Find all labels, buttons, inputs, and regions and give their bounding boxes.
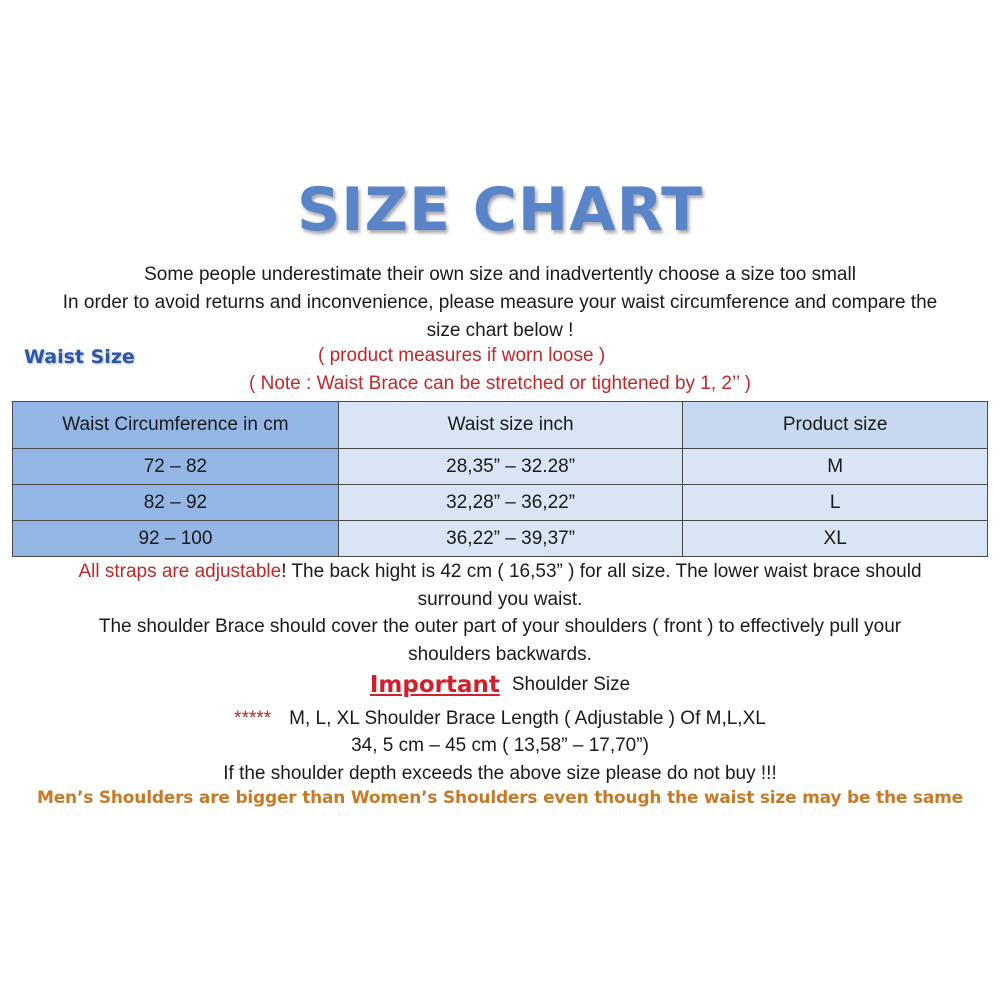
table-row xyxy=(13,485,988,521)
intro-line-3: size chart below ! xyxy=(426,320,574,341)
header-waist-inch: Waist size inch xyxy=(338,402,682,449)
header-waist-cm: Waist Circumference in cm xyxy=(13,402,339,449)
stars-mark: ***** xyxy=(234,708,272,729)
table-row xyxy=(13,521,988,557)
cell-waist-inch: 28,35” – 32.28” xyxy=(338,449,682,485)
shoulder-length-line xyxy=(0,705,1000,732)
straps-adjustable-text: All straps are adjustable xyxy=(78,561,282,582)
shoulder-range-line: 34, 5 cm – 45 cm ( 13,58” – 17,70”) xyxy=(351,735,649,756)
stretch-note: ( Note : Waist Brace can be stretched or tightened by 1, 2’’ ) xyxy=(249,373,751,394)
waist-size-label: Waist Size xyxy=(24,346,135,368)
back-height-text: ! The back hight is 42 cm ( 16,53” ) for all size. The lower waist brace should xyxy=(281,561,922,582)
intro-line-1: Some people underestimate their own size and inadvertently choose a size too small xyxy=(144,264,856,285)
cell-waist-inch: 36,22” – 39,37” xyxy=(338,521,682,557)
shoulder-brace-line-2: shoulders backwards. xyxy=(408,644,592,665)
shoulder-brace-line-1: The shoulder Brace should cover the outer part of your shoulders ( front ) to effectively pull your xyxy=(98,616,902,637)
cell-product-size: L xyxy=(683,485,988,521)
shoulder-length-text: M, L, XL Shoulder Brace Length ( Adjustable ) Of M,L,XL xyxy=(289,708,766,729)
table-header-row xyxy=(13,402,988,449)
size-table xyxy=(12,401,988,557)
header-product-size: Product size xyxy=(683,402,988,449)
intro-line-2: In order to avoid returns and inconvenience, please measure your waist circumference and compare the xyxy=(62,292,938,313)
page-title: SIZE CHART xyxy=(296,175,704,245)
important-label: Important xyxy=(369,672,500,698)
cell-waist-cm: 82 – 92 xyxy=(13,485,339,521)
cell-waist-cm: 92 – 100 xyxy=(13,521,339,557)
straps-line xyxy=(0,558,1000,585)
table-row xyxy=(13,449,988,485)
cell-product-size: M xyxy=(683,449,988,485)
cell-waist-inch: 32,28” – 36,22” xyxy=(338,485,682,521)
straps-line-2: surround you waist. xyxy=(417,589,583,610)
loose-note: ( product measures if worn loose ) xyxy=(318,345,606,366)
men-shoulders-note: Men’s Shoulders are bigger than Women’s Shoulders even though the waist size may be the same xyxy=(37,788,963,808)
warning-line: If the shoulder depth exceeds the above size please do not buy !!! xyxy=(223,763,777,784)
important-heading xyxy=(0,672,1000,698)
cell-waist-cm: 72 – 82 xyxy=(13,449,339,485)
shoulder-size-label: Shoulder Size xyxy=(511,674,631,695)
cell-product-size: XL xyxy=(683,521,988,557)
